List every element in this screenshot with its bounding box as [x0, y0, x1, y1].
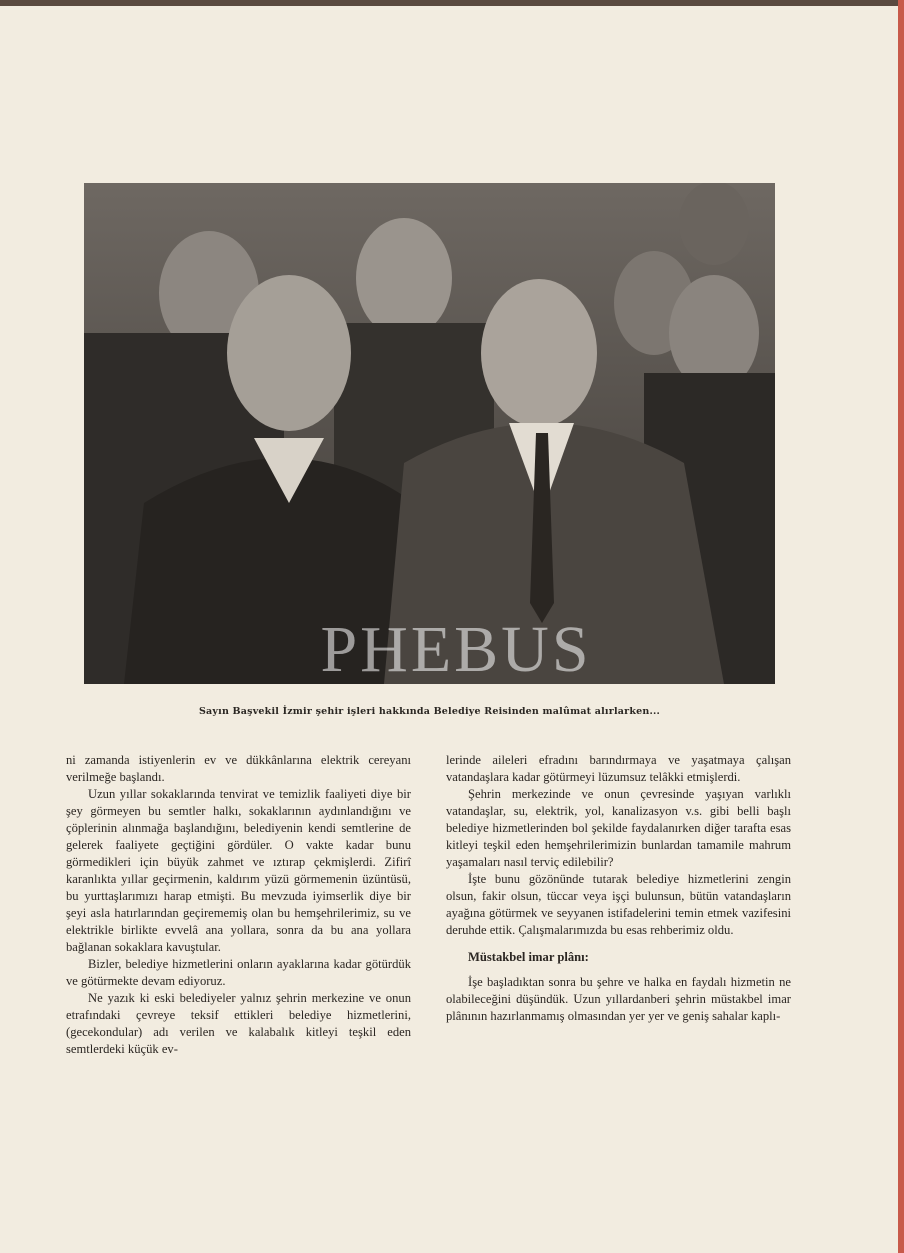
watermark-text: PHEBUS	[320, 613, 592, 686]
paragraph: İşte bunu gözönünde tutarak belediye hizmetlerini zengin olsun, fakir olsun, tüccar veya işçi bulunsun, bütün vatandaşların ayağına götürmek ve seyyanen istifadelerini temin etmek vazifesini deruhde ettik. Çalışmalarımızda bu esas rehberimiz oldu.	[446, 872, 791, 937]
page-spine-edge	[898, 0, 904, 1253]
paragraph: ni zamanda istiyenlerin ev ve dükkânlarına elektrik cereyanı verilmeğe başlandı.	[66, 753, 411, 784]
paragraph: lerinde aileleri efradını barındırmaya ve yaşatmaya çalışan vatandaşlara kadar götürmeyi lüzumsuz telâkki etmişlerdi.	[446, 753, 791, 784]
paragraph: Şehrin merkezinde ve onun çevresinde yaşıyan varlıklı vatandaşlar, su, elektrik, yol, kanalizasyon v.s. gibi belli başlı belediye hizmetlerinden bol şekilde faydalanırken diğer tarafta esas kitleyi teşkil eden hemşehrilerimizin bunlardan tamamile mahrum yaşamaları nasıl terviç edilebilir?	[446, 787, 791, 869]
paragraph: Uzun yıllar sokaklarında tenvirat ve temizlik faaliyeti diye bir şey görmeyen bu semtler halkı, sokaklarının aydınlandığını ve çöplerinin alınmağa başlandığını, belediyenin kendi semtlerine de gelerek faaliyete geçtiğini gördüler. O vakte kadar bunu görmedikleri için büyük zahmet ve ıztırap çekmişlerdi. Zifirî karanlıkta yıllar geçirmenin, kaldırım yüzü görmemenin üzüntüsü, bu yurttaşlarımızı harap etmişti. Bu mevzuda iyimserlik diye bir şeyi asla hatırlarından geçirememiş olan bu hemşehrilerimiz, su ve elektrikle birlikte evvelâ ana yollara, sonra da bu ana yollara bağlanan sokaklara kavuştular.	[66, 787, 411, 954]
right-text-column	[446, 752, 791, 1025]
section-heading: Müstakbel imar plânı:	[468, 950, 589, 964]
photo-caption: Sayın Başvekil İzmir şehir işleri hakkında Belediye Reisinden malûmat alırlarken...	[199, 706, 660, 717]
page-top-edge	[0, 0, 904, 6]
paragraph: Bizler, belediye hizmetlerini onların ayaklarına kadar götürdük ve götürmekte devam ediyoruz.	[66, 957, 411, 988]
news-photo	[84, 183, 775, 684]
photo-illustration	[84, 183, 775, 684]
paragraph: Ne yazık ki eski belediyeler yalnız şehrin merkezine ve onun etrafındaki çevreye teksif ettikleri belediye hizmetlerini, (gecekondular) adı verilen ve kalabalık kitleyi teşkil eden semtlerdeki küçük ev-	[66, 991, 411, 1056]
left-text-column	[66, 752, 411, 1058]
paragraph: İşe başladıktan sonra bu şehre ve halka en faydalı hizmetin ne olabileceğini düşündük. Uzun yıllardanberi şehrin müstakbel imar plânının hazırlanmamış olmasından yer yer ve geniş sahalar kaplı-	[446, 975, 791, 1023]
